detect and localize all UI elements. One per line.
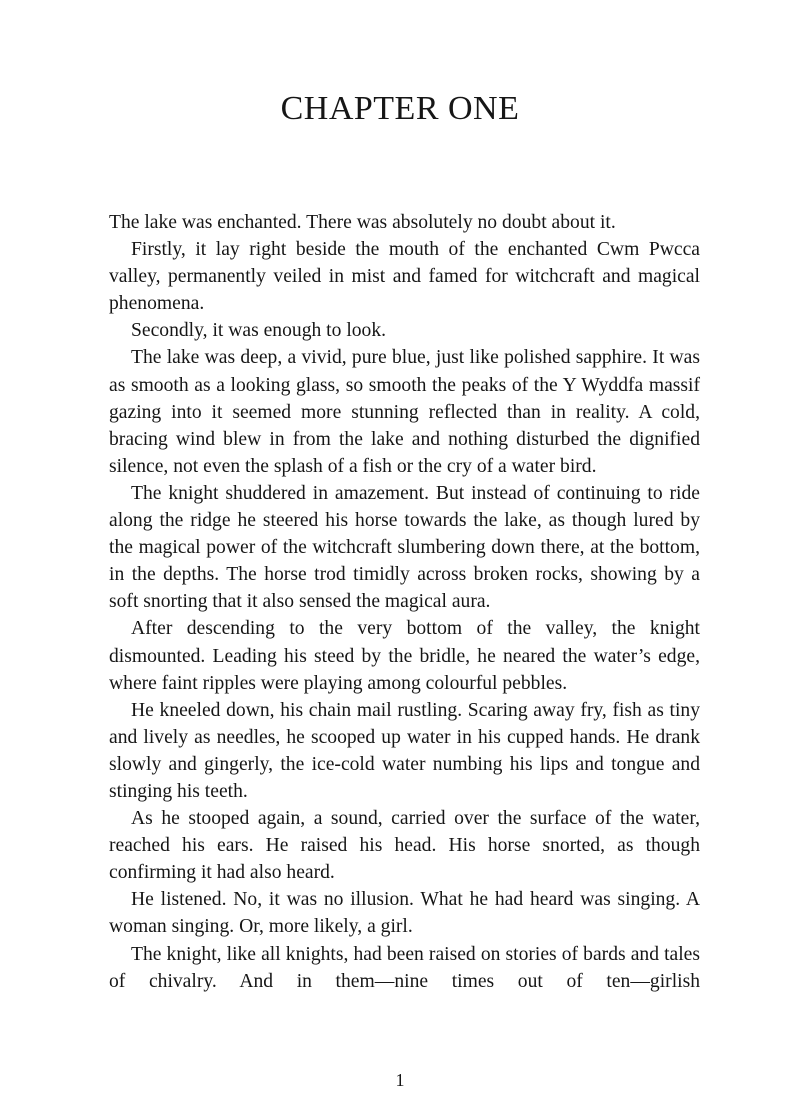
page-number: 1 — [395, 1070, 405, 1090]
paragraph: The knight shuddered in amazement. But instead of continuing to ride along the ridge he steered his horse towards the lake, as though lured by the magical power of the witchcraft slumbering down there, at the bottom, in the depths. The horse trod timidly across broken rocks, showing by a soft snorting that it also sensed the magical aura. — [109, 482, 700, 613]
paragraph: The lake was enchanted. There was absolutely no doubt about it. — [109, 212, 616, 233]
paragraph: He listened. No, it was no illusion. What he had heard was singing. A woman singing. Or, more likely, a girl. — [109, 889, 700, 938]
paragraph: The lake was deep, a vivid, pure blue, just like polished sapphire. It was as smooth as a looking glass, so smooth the peaks of the Y Wyddfa massif gazing into it seemed more stunning reflected than in reality. A cold, bracing wind blew in from the lake and nothing disturbed the dignified silence, not even the splash of a fish or the cry of a water bird. — [109, 347, 700, 477]
paragraph: As he stooped again, a sound, carried over the surface of the water, reached his ears. He raised his head. His horse snorted, as though confirming it had also heard. — [109, 808, 700, 884]
paragraph: Secondly, it was enough to look. — [131, 320, 387, 342]
paragraph: After descending to the very bottom of the valley, the knight dismounted. Leading his steed by the bridle, he neared the water’s edge, where faint ripples were playing among colourful pebbles. — [109, 618, 700, 694]
paragraph: Firstly, it lay right beside the mouth of the enchanted Cwm Pwcca valley, permanently veiled in mist and famed for witchcraft and magical phenomena. — [109, 239, 700, 315]
chapter-body — [109, 209, 700, 995]
chapter-title: CHAPTER ONE — [280, 90, 520, 127]
paragraph: He kneeled down, his chain mail rustling. Scaring away fry, fish as tiny and lively as needles, he scooped up water in his cupped hands. He drank slowly and gingerly, the ice-cold water numbing his lips and tongue and stinging his teeth. — [109, 699, 700, 802]
paragraph: The knight, like all knights, had been raised on stories of bards and tales of chivalry. And in them—nine times out of ten—girlish — [109, 943, 700, 992]
